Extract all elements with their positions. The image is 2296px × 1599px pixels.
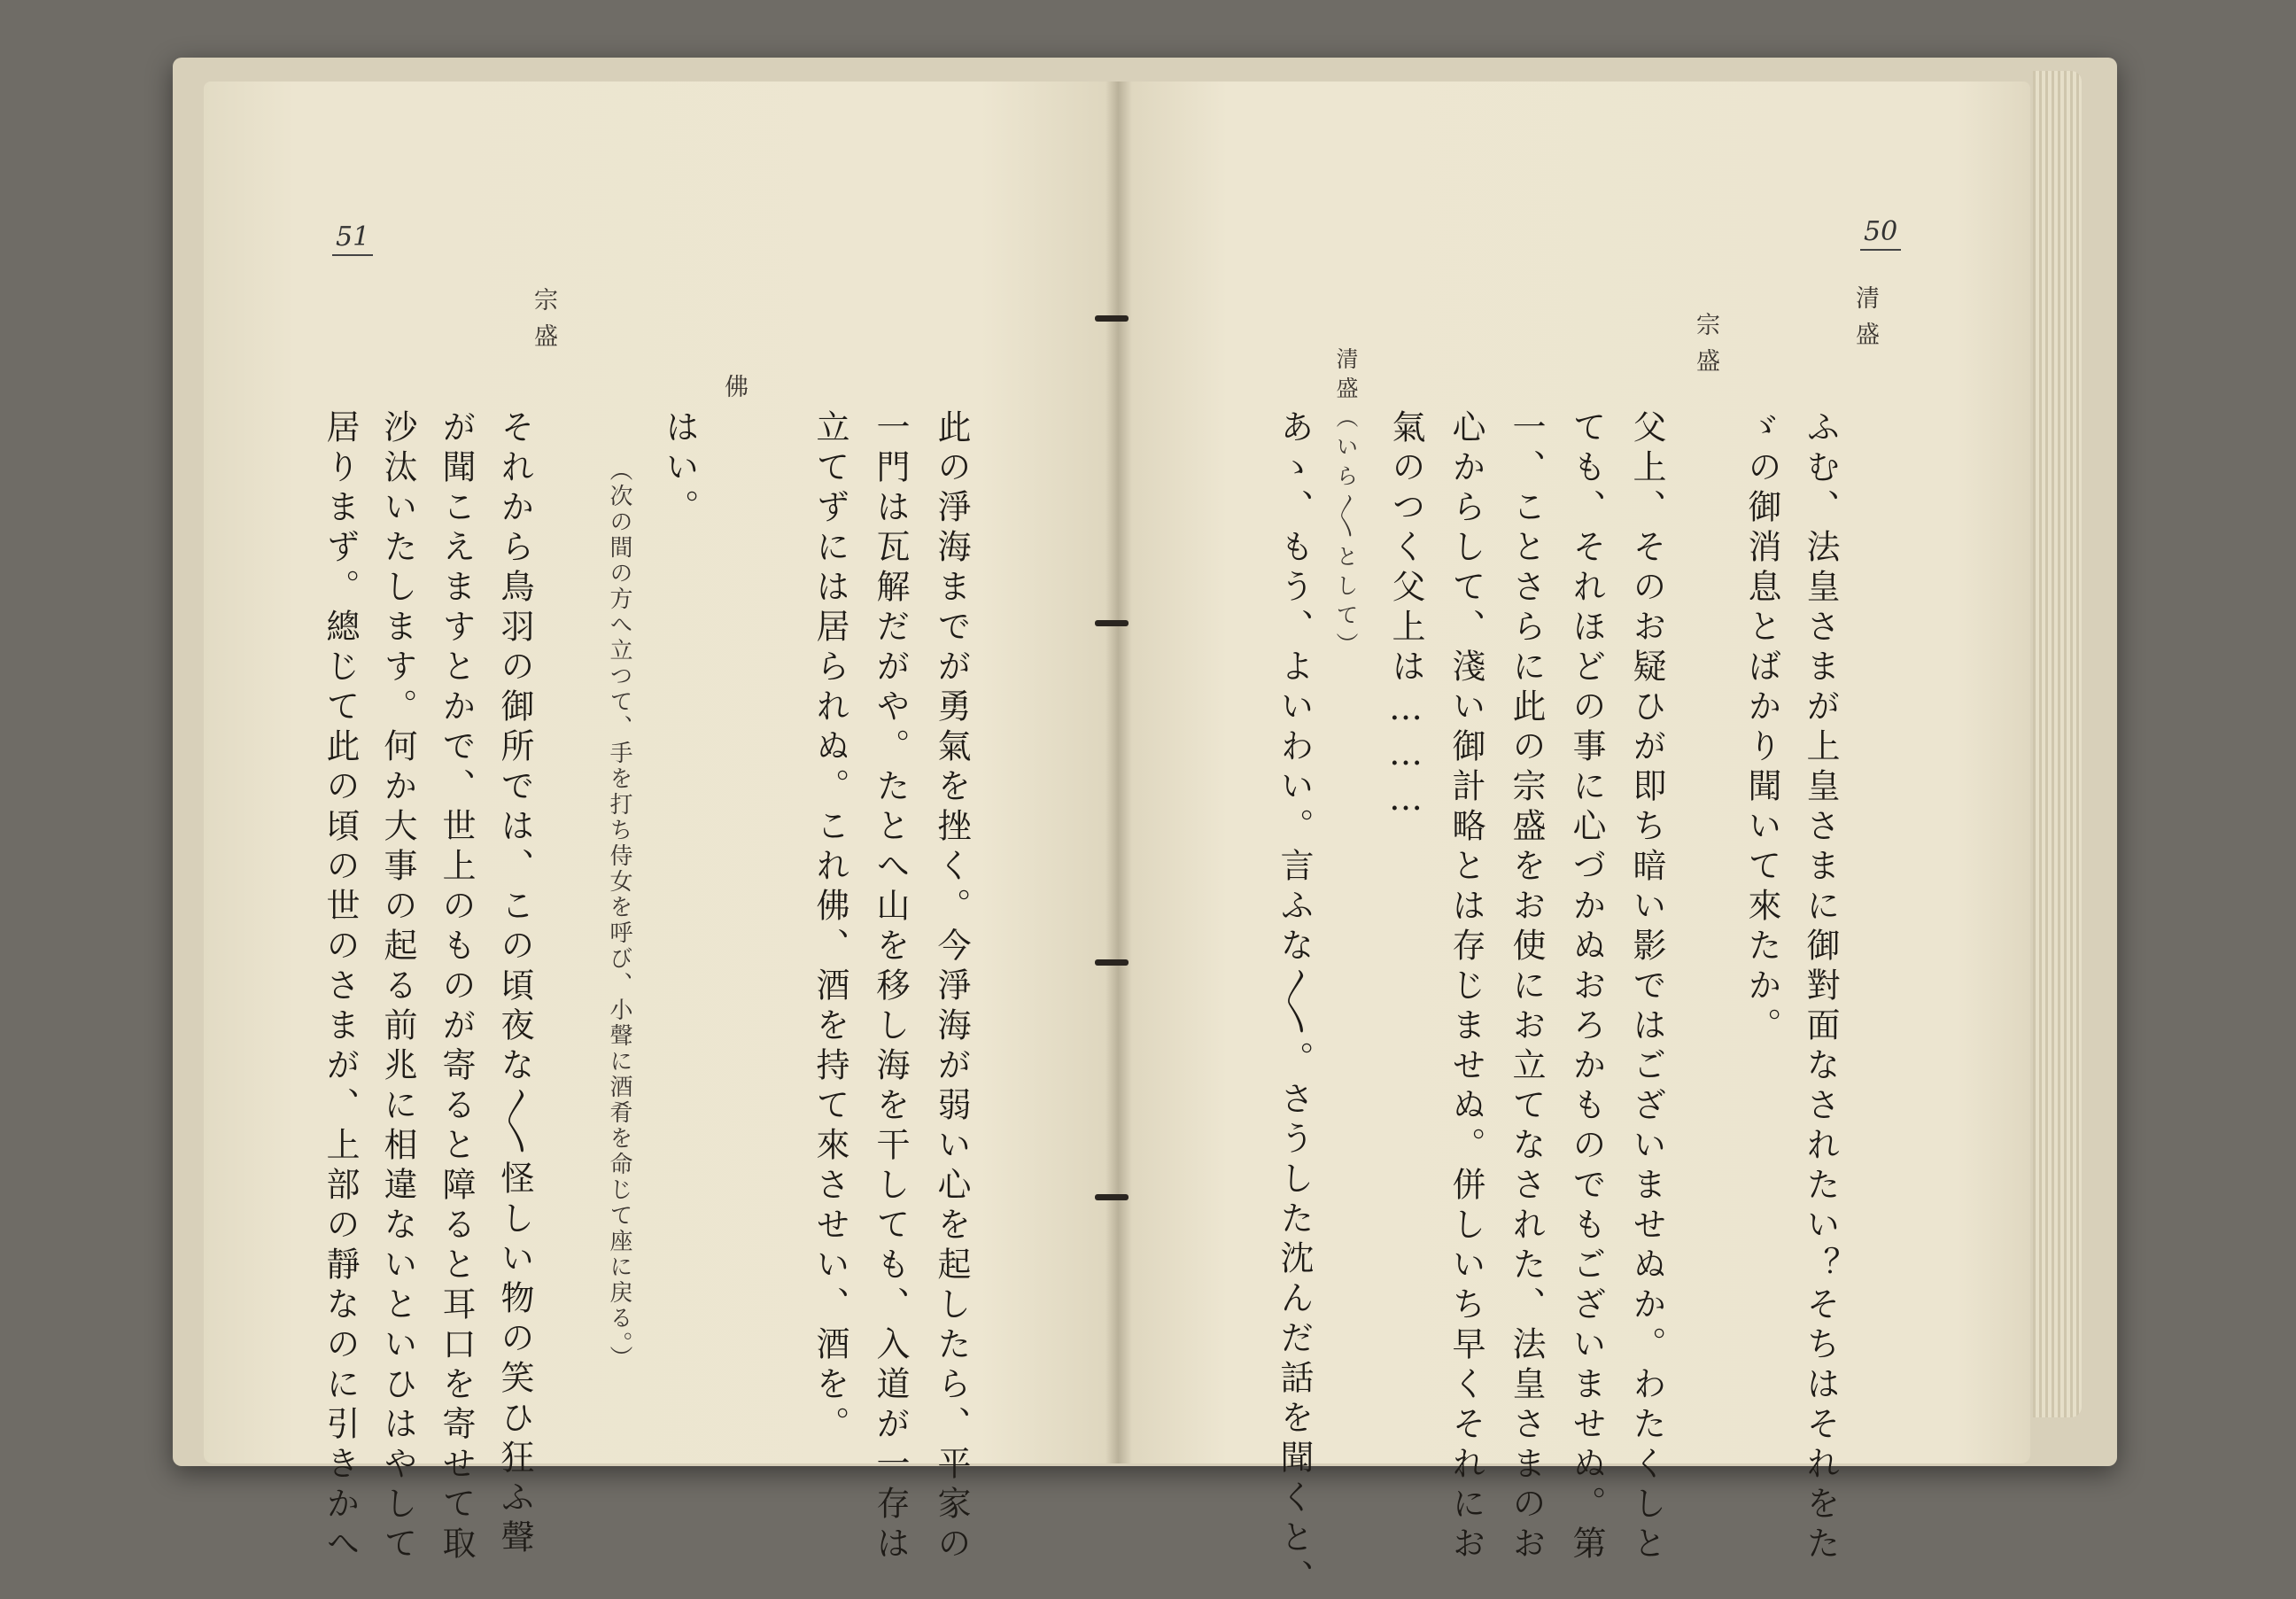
page-edges bbox=[2033, 71, 2082, 1417]
binding-stitch bbox=[1095, 620, 1129, 626]
speaker-label: 清盛 bbox=[1851, 285, 1879, 358]
text-column: あゝ、もう、よいわい。言ふな〳〵。さうした沈んだ話を聞くと、 bbox=[1275, 409, 1314, 1599]
stage-direction: （次の間の方へ立つて、手を打ち侍女を呼び、小聲に酒肴を命じて座に戻る。） bbox=[606, 458, 632, 1371]
text-column: ふむ、法皇さまが上皇さまに御對面なされたい？そちはそれをた bbox=[1801, 409, 1840, 1565]
text-column: 一門は瓦解だがや。たとへ山を移し海を干しても、入道が一存は bbox=[871, 409, 910, 1565]
binding-stitch bbox=[1095, 959, 1129, 966]
text-column: 氣のつく父上は……… bbox=[1386, 409, 1425, 824]
text-column: 居りまず。總じて此の頃の世のさまが、上部の靜なのに引きかへ bbox=[321, 409, 360, 1565]
speaker-label: 佛 bbox=[720, 374, 748, 410]
right-page bbox=[1118, 82, 2030, 1599]
text-column: 立てずには居られぬ。これ佛、酒を持て來させい、酒を。 bbox=[811, 409, 849, 1446]
left-page bbox=[204, 82, 1118, 1565]
text-column: 沙汰いたします。何か大事の起る前兆に相違ないといひはやして bbox=[378, 409, 417, 1565]
speaker-label: 宗盛 bbox=[530, 287, 557, 360]
speaker-label: 清盛（いら〳〵として） bbox=[1333, 347, 1359, 662]
text-column: はい。 bbox=[660, 409, 699, 529]
binding-stitch bbox=[1095, 315, 1129, 322]
text-column: 此の淨海までが勇氣を挫く。今淨海が弱い心を起したら、平家の bbox=[932, 409, 971, 1565]
speaker-label: 宗盛 bbox=[1692, 312, 1719, 384]
text-column: 父上、そのお疑ひが即ち暗い影ではございませぬか。わたくしと bbox=[1627, 409, 1666, 1565]
text-column: ても、それほどの事に心づかぬおろかものでもございませぬ。第 bbox=[1567, 409, 1606, 1565]
text-column: 一、ことさらに此の宗盛をお使にお立てなされた、法皇さまのお bbox=[1507, 409, 1546, 1565]
page-number-left: 51 bbox=[332, 221, 373, 256]
page-number-right: 50 bbox=[1860, 216, 1901, 251]
binding-stitch bbox=[1095, 1194, 1129, 1200]
text-column: が聞こえますとかで、世上のものが寄ると障ると耳口を寄せて取 bbox=[437, 409, 476, 1565]
spine bbox=[1105, 82, 1132, 1463]
text-column: それから鳥羽の御所では、この頃夜な〳〵怪しい物の笑ひ狂ふ聲 bbox=[495, 409, 534, 1559]
text-column: ゞの御消息とばかり聞いて來たか。 bbox=[1742, 409, 1781, 1047]
text-column: 心からして、淺い御計略とは存じませぬ。併しいち早くそれにお bbox=[1447, 409, 1485, 1565]
